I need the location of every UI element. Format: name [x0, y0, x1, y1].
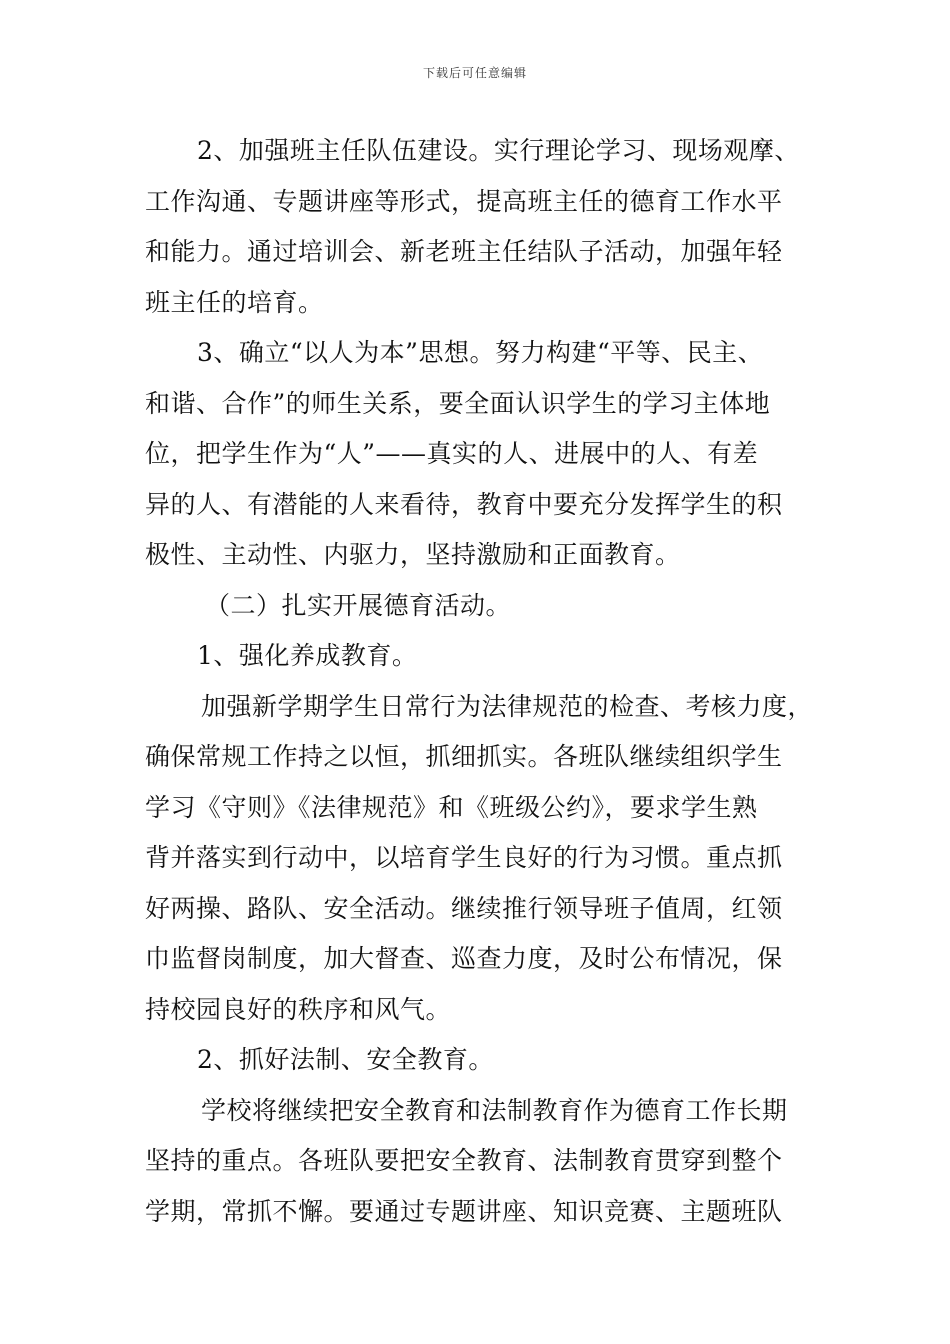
- subheading-habit-education: 1、强化养成教育。: [197, 641, 418, 670]
- paragraph-habit-line-5: 好两操、路队、安全活动。继续推行领导班子值周，红领: [145, 893, 783, 923]
- document-body: [145, 126, 825, 1237]
- paragraph-habit-line-1: 加强新学期学生日常行为法律规范的检查、考核力度，: [201, 691, 814, 721]
- paragraph-item-3-line-1: 3、确立“以人为本”思想。努力构建“平等、民主、: [197, 338, 764, 367]
- paragraph-item-2-line-1: 2、加强班主任队伍建设。实行理论学习、现场观摩、: [197, 136, 800, 165]
- paragraph-item-2-line-2: 工作沟通、专题讲座等形式，提高班主任的德育工作水平: [145, 186, 783, 216]
- paragraph-safety-line-3: 学期，常抓不懈。要通过专题讲座、知识竞赛、主题班队: [145, 1196, 783, 1226]
- subheading-legal-safety: 2、抓好法制、安全教育。: [197, 1045, 494, 1074]
- paragraph-item-2-line-3: 和能力。通过培训会、新老班主任结队子活动，加强年轻: [145, 237, 783, 266]
- paragraph-habit-line-6: 巾监督岗制度，加大督查、巡查力度，及时公布情况，保: [145, 944, 783, 973]
- paragraph-habit-line-4: 背并落实到行动中，以培育学生良好的行为习惯。重点抓: [145, 843, 783, 872]
- paragraph-safety-line-1: 学校将继续把安全教育和法制教育作为德育工作长期: [201, 1095, 788, 1125]
- paragraph-item-2-line-4: 班主任的培育。: [145, 287, 324, 317]
- paragraph-habit-line-3: 学习《守则》《法律规范》和《班级公约》，要求学生熟: [145, 792, 758, 822]
- paragraph-item-3-line-3: 位，把学生作为“人”——真实的人、进展中的人、有差: [145, 439, 759, 468]
- paragraph-habit-line-2: 确保常规工作持之以恒，抓细抓实。各班队继续组织学生: [145, 742, 783, 771]
- paragraph-safety-line-2: 坚持的重点。各班队要把安全教育、法制教育贯穿到整个: [145, 1146, 783, 1175]
- page-header: 下载后可任意编辑: [422, 66, 527, 80]
- section-heading-2: （二）扎实开展德育活动。: [205, 590, 512, 620]
- paragraph-item-3-line-5: 极性、主动性、内驱力，坚持激励和正面教育。: [145, 540, 681, 569]
- paragraph-habit-line-7: 持校园良好的秩序和风气。: [145, 994, 452, 1024]
- paragraph-item-3-line-2: 和谐、合作”的师生关系，要全面认识学生的学习主体地: [145, 388, 771, 418]
- paragraph-item-3-line-4: 异的人、有潜能的人来看待，教育中要充分发挥学生的积: [145, 489, 783, 519]
